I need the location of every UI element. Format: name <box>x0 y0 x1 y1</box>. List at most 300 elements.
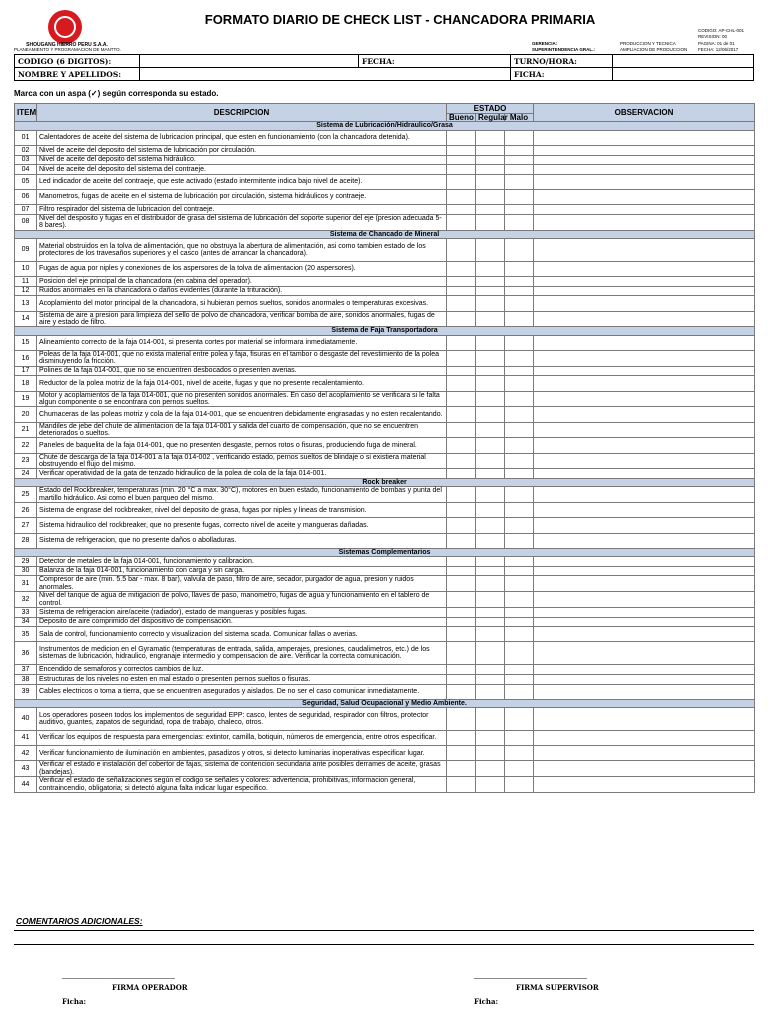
item-description: Verificar el estado de señalizaciones según el codigo se señales y colores: advertencia, prohibitivas, informacion general, contraincendio, obligatoria; si detectó alguna falta indicar lugar especifico. <box>37 777 447 793</box>
nombre-label: NOMBRE Y APELLIDOS: <box>15 68 140 81</box>
item-description: Nivel de aceite del deposito del sistema del contraeje. <box>37 165 447 175</box>
estado-regular-cell[interactable] <box>476 391 505 407</box>
item-number: 34 <box>15 617 37 627</box>
checklist-row <box>15 617 755 627</box>
estado-malo-cell[interactable] <box>505 311 534 327</box>
estado-bueno-cell[interactable] <box>447 469 476 479</box>
comments-line-2[interactable] <box>14 944 754 945</box>
gerencia-label: GERENCIA: <box>532 41 558 46</box>
estado-bueno-cell[interactable] <box>447 518 476 533</box>
page-title: FORMATO DIARIO DE CHECK LIST - CHANCADORA PRIMARIA <box>204 12 596 27</box>
estado-regular-cell[interactable] <box>476 566 505 576</box>
checklist-row <box>15 453 755 469</box>
item-description: Posicion del eje principal de la chancadora (en cabina del operador). <box>37 277 447 287</box>
estado-bueno-cell[interactable] <box>447 557 476 567</box>
item-description: Calentadores de aceite del sistema de lubricacion principal, que esten en funcionamiento (con la chancadora detenida). <box>37 130 447 145</box>
estado-regular-cell[interactable] <box>476 296 505 311</box>
estado-malo-cell[interactable] <box>505 566 534 576</box>
checklist-row <box>15 366 755 376</box>
observacion-cell[interactable] <box>534 335 755 350</box>
estado-malo-cell[interactable] <box>505 592 534 608</box>
observacion-cell[interactable] <box>534 708 755 731</box>
section-title: Rock breaker <box>15 478 755 486</box>
item-number: 30 <box>15 566 37 576</box>
meta-values <box>620 41 687 54</box>
item-number: 22 <box>15 438 37 453</box>
observacion-cell[interactable] <box>534 576 755 592</box>
estado-malo-cell[interactable] <box>505 708 534 731</box>
section-header <box>15 548 755 556</box>
observacion-cell[interactable] <box>534 453 755 469</box>
item-number: 12 <box>15 286 37 296</box>
observacion-cell[interactable] <box>534 205 755 215</box>
item-description: Sistema de aire a presion para limpieza del sello de polvo de chancadora, verificar bomba de aire, sonidos anormales, fugas de aire y estado de filtro. <box>37 311 447 327</box>
estado-malo-cell[interactable] <box>505 296 534 311</box>
codigo-label: CODIGO (6 DIGITOS): <box>15 55 140 68</box>
item-number: 32 <box>15 592 37 608</box>
observacion-cell[interactable] <box>534 665 755 675</box>
estado-bueno-cell[interactable] <box>447 296 476 311</box>
checklist-row <box>15 746 755 761</box>
estado-malo-cell[interactable] <box>505 533 534 548</box>
estado-regular-cell[interactable] <box>476 557 505 567</box>
item-number: 33 <box>15 607 37 617</box>
item-number: 29 <box>15 557 37 567</box>
estado-regular-cell[interactable] <box>476 487 505 503</box>
estado-bueno-cell[interactable] <box>447 627 476 642</box>
checklist-row <box>15 557 755 567</box>
item-number: 19 <box>15 391 37 407</box>
estado-malo-cell[interactable] <box>505 674 534 684</box>
estado-regular-cell[interactable] <box>476 335 505 350</box>
col-bueno: Bueno <box>447 114 476 122</box>
estado-regular-cell[interactable] <box>476 607 505 617</box>
estado-malo-cell[interactable] <box>505 214 534 230</box>
col-item: ITEM <box>15 104 37 122</box>
estado-bueno-cell[interactable] <box>447 453 476 469</box>
comments-label: COMENTARIOS ADICIONALES: <box>16 916 143 926</box>
observacion-cell[interactable] <box>534 617 755 627</box>
estado-bueno-cell[interactable] <box>447 335 476 350</box>
estado-regular-cell[interactable] <box>476 261 505 276</box>
estado-bueno-cell[interactable] <box>447 617 476 627</box>
ficha-field[interactable] <box>613 68 754 81</box>
item-description: Estado del Rockbreaker, temperaturas (min. 20 °C a max. 30°C), motores en buen estado, funcionamiento de bombas y punta del martillo hidráulico. Asi como el buen parqueo del mismo. <box>37 487 447 503</box>
item-description: Reductor de la polea motriz de la faja 014-001, nivel de aceite, fugas y que no presente recalentamiento. <box>37 376 447 391</box>
estado-regular-cell[interactable] <box>476 146 505 156</box>
item-number: 26 <box>15 503 37 518</box>
observacion-cell[interactable] <box>534 286 755 296</box>
estado-malo-cell[interactable] <box>505 469 534 479</box>
observacion-cell[interactable] <box>534 761 755 777</box>
item-description: Motor y acoplamientos de la faja 014-001, que no presenten sonidos anormales. En caso del acoplamiento se verificara si le falta algun componente o se encontrara con pernos sueltos. <box>37 391 447 407</box>
supervisor-ficha-label: Ficha: <box>474 997 499 1006</box>
checklist-row <box>15 174 755 189</box>
checklist-row <box>15 566 755 576</box>
estado-bueno-cell[interactable] <box>447 407 476 422</box>
checklist-row <box>15 665 755 675</box>
observacion-cell[interactable] <box>534 238 755 261</box>
superint-value: AMPLIACION DE PRODUCCION <box>620 47 688 53</box>
item-description: Polines de la faja 014-001, que no se encuentren desbocados o presenten averias. <box>37 366 447 376</box>
estado-malo-cell[interactable] <box>505 557 534 567</box>
estado-malo-cell[interactable] <box>505 761 534 777</box>
estado-regular-cell[interactable] <box>476 155 505 165</box>
superint-label: SUPERINTENDENCIA GRAL.: <box>532 47 595 53</box>
estado-malo-cell[interactable] <box>505 607 534 617</box>
estado-bueno-cell[interactable] <box>447 277 476 287</box>
estado-malo-cell[interactable] <box>505 391 534 407</box>
item-description: Compresor de aire (min. 5.5 bar - max. 8 bar), valvula de paso, filtro de aire, secador, purgador de agua, presion y ruidos anormales. <box>37 576 447 592</box>
observacion-cell[interactable] <box>534 533 755 548</box>
item-description: Manometros, fugas de aceite en el sistema de lubricación por circulación, sistema hidráulicos y contraeje. <box>37 189 447 204</box>
observacion-cell[interactable] <box>534 487 755 503</box>
item-description: Paneles de baquelita de la faja 014-001, que no presenten desgaste, pernos rotos o fisuras, produciendo fuga de mineral. <box>37 438 447 453</box>
item-description: Sala de control, funcionamiento correcto y visualizacion del sistema scada. Comunicar fallas o averias. <box>37 627 447 642</box>
estado-regular-cell[interactable] <box>476 777 505 793</box>
estado-malo-cell[interactable] <box>505 146 534 156</box>
item-description: Nivel del tanque de agua de mitigacion de polvo, llaves de paso, manometro, fugas de agua y funcionamiento en el tablero de control. <box>37 592 447 608</box>
estado-regular-cell[interactable] <box>476 731 505 746</box>
item-number: 02 <box>15 146 37 156</box>
estado-bueno-cell[interactable] <box>447 376 476 391</box>
section-header <box>15 122 755 130</box>
estado-regular-cell[interactable] <box>476 576 505 592</box>
observacion-cell[interactable] <box>534 469 755 479</box>
estado-bueno-cell[interactable] <box>447 503 476 518</box>
estado-regular-cell[interactable] <box>476 214 505 230</box>
observacion-cell[interactable] <box>534 607 755 617</box>
estado-regular-cell[interactable] <box>476 189 505 204</box>
estado-regular-cell[interactable] <box>476 469 505 479</box>
item-number: 35 <box>15 627 37 642</box>
estado-malo-cell[interactable] <box>505 277 534 287</box>
item-description: Sistema hidraulico del rockbreaker, que no presente fugas, correcto nivel de aceite y mangueras dañadas. <box>37 518 447 533</box>
estado-regular-cell[interactable] <box>476 708 505 731</box>
estado-malo-cell[interactable] <box>505 503 534 518</box>
item-number: 18 <box>15 376 37 391</box>
estado-bueno-cell[interactable] <box>447 205 476 215</box>
estado-bueno-cell[interactable] <box>447 261 476 276</box>
estado-bueno-cell[interactable] <box>447 746 476 761</box>
item-description: Fugas de agua por niples y conexiones de los aspersores de la tolva de alimentacion (20 aspersores). <box>37 261 447 276</box>
checklist-row <box>15 214 755 230</box>
item-description: Alineamiento correcto de la faja 014-001, si presenta cortes por material se informara inmediatamente. <box>37 335 447 350</box>
operator-ficha-label: Ficha: <box>62 997 87 1006</box>
item-number: 20 <box>15 407 37 422</box>
company-name: SHOUGANG HIERRO PERU S.A.A. <box>26 42 108 48</box>
estado-regular-cell[interactable] <box>476 592 505 608</box>
estado-bueno-cell[interactable] <box>447 238 476 261</box>
estado-malo-cell[interactable] <box>505 665 534 675</box>
estado-bueno-cell[interactable] <box>447 311 476 327</box>
observacion-cell[interactable] <box>534 777 755 793</box>
col-descripcion: DESCRIPCION <box>37 104 447 122</box>
observacion-cell[interactable] <box>534 350 755 366</box>
comments-line-1[interactable] <box>14 930 754 931</box>
estado-malo-cell[interactable] <box>505 453 534 469</box>
estado-malo-cell[interactable] <box>505 350 534 366</box>
checklist-row <box>15 376 755 391</box>
estado-regular-cell[interactable] <box>476 407 505 422</box>
estado-malo-cell[interactable] <box>505 518 534 533</box>
estado-malo-cell[interactable] <box>505 174 534 189</box>
observacion-cell[interactable] <box>534 422 755 438</box>
observacion-cell[interactable] <box>534 684 755 699</box>
item-number: 23 <box>15 453 37 469</box>
observacion-cell[interactable] <box>534 642 755 665</box>
estado-bueno-cell[interactable] <box>447 533 476 548</box>
estado-regular-cell[interactable] <box>476 642 505 665</box>
item-number: 01 <box>15 130 37 145</box>
observacion-cell[interactable] <box>534 296 755 311</box>
observacion-cell[interactable] <box>534 155 755 165</box>
estado-regular-cell[interactable] <box>476 518 505 533</box>
observacion-cell[interactable] <box>534 503 755 518</box>
observacion-cell[interactable] <box>534 391 755 407</box>
supervisor-signature-line[interactable]: _____________________________ <box>474 972 587 979</box>
observacion-cell[interactable] <box>534 130 755 145</box>
estado-malo-cell[interactable] <box>505 261 534 276</box>
observacion-cell[interactable] <box>534 376 755 391</box>
estado-bueno-cell[interactable] <box>447 708 476 731</box>
estado-regular-cell[interactable] <box>476 438 505 453</box>
observacion-cell[interactable] <box>534 189 755 204</box>
checklist-row <box>15 487 755 503</box>
estado-regular-cell[interactable] <box>476 533 505 548</box>
section-title: Sistema de Faja Transportadora <box>15 327 755 335</box>
item-description: Instrumentos de medicion en el Gyramatic (temperaturas de entrada, salida, amperajes, presiones, caudalimetros, etc.) de los sistemas de lubricación, hidraulico, engranaje intermedio y compensacion de aire. Verificar la correcta comunicación. <box>37 642 447 665</box>
estado-bueno-cell[interactable] <box>447 165 476 175</box>
estado-malo-cell[interactable] <box>505 684 534 699</box>
observacion-cell[interactable] <box>534 566 755 576</box>
company-logo <box>48 10 82 44</box>
observacion-cell[interactable] <box>534 311 755 327</box>
observacion-cell[interactable] <box>534 261 755 276</box>
estado-malo-cell[interactable] <box>505 777 534 793</box>
estado-malo-cell[interactable] <box>505 642 534 665</box>
checklist-row <box>15 407 755 422</box>
observacion-cell[interactable] <box>534 407 755 422</box>
estado-regular-cell[interactable] <box>476 684 505 699</box>
observacion-cell[interactable] <box>534 731 755 746</box>
estado-regular-cell[interactable] <box>476 277 505 287</box>
estado-malo-cell[interactable] <box>505 238 534 261</box>
estado-regular-cell[interactable] <box>476 165 505 175</box>
estado-bueno-cell[interactable] <box>447 174 476 189</box>
item-description: Los operadores poseen todos los implementos de seguridad EPP: casco, lentes de seguridad, respirador con filtros, protector auditivo, guantes, zapatos de seguridad, ropa de trabajo, chaleco, otros. <box>37 708 447 731</box>
estado-regular-cell[interactable] <box>476 205 505 215</box>
estado-malo-cell[interactable] <box>505 130 534 145</box>
estado-regular-cell[interactable] <box>476 366 505 376</box>
estado-bueno-cell[interactable] <box>447 438 476 453</box>
turno-field[interactable] <box>613 55 754 68</box>
estado-bueno-cell[interactable] <box>447 607 476 617</box>
estado-malo-cell[interactable] <box>505 422 534 438</box>
observacion-cell[interactable] <box>534 518 755 533</box>
estado-malo-cell[interactable] <box>505 189 534 204</box>
observacion-cell[interactable] <box>534 627 755 642</box>
estado-regular-cell[interactable] <box>476 674 505 684</box>
estado-regular-cell[interactable] <box>476 376 505 391</box>
nombre-field[interactable] <box>140 68 511 81</box>
section-header <box>15 327 755 335</box>
supervisor-signature-label: FIRMA SUPERVISOR <box>516 983 599 992</box>
estado-bueno-cell[interactable] <box>447 576 476 592</box>
estado-regular-cell[interactable] <box>476 761 505 777</box>
estado-bueno-cell[interactable] <box>447 366 476 376</box>
estado-bueno-cell[interactable] <box>447 286 476 296</box>
estado-bueno-cell[interactable] <box>447 761 476 777</box>
checklist-row <box>15 146 755 156</box>
operator-signature-line[interactable]: _____________________________ <box>62 972 175 979</box>
form-header-table <box>14 54 754 81</box>
observacion-cell[interactable] <box>534 438 755 453</box>
item-description: Sistema de refrigeracion, que no presente daños o abolladuras. <box>37 533 447 548</box>
col-estado: ESTADO <box>447 104 534 114</box>
item-number: 28 <box>15 533 37 548</box>
operator-signature-label: FIRMA OPERADOR <box>112 983 188 992</box>
item-number: 06 <box>15 189 37 204</box>
estado-malo-cell[interactable] <box>505 746 534 761</box>
section-title: Seguridad, Salud Ocupacional y Medio Ambiente. <box>15 699 755 707</box>
col-regular: Regular <box>476 114 505 122</box>
item-description: Encendido de semaforos y correctos cambios de luz. <box>37 665 447 675</box>
item-number: 07 <box>15 205 37 215</box>
checklist-row <box>15 469 755 479</box>
checklist-row <box>15 533 755 548</box>
item-number: 31 <box>15 576 37 592</box>
observacion-cell[interactable] <box>534 366 755 376</box>
codigo-field[interactable] <box>140 55 359 68</box>
section-title: Sistema de Chancado de Mineral <box>15 230 755 238</box>
checklist-row <box>15 391 755 407</box>
item-description: Nivel de aceite del deposito del sistema de lubricación por circulación. <box>37 146 447 156</box>
item-description: Filtro respirador del sistema de lubricacion del contraeje. <box>37 205 447 215</box>
section-header <box>15 230 755 238</box>
item-description: Balanza de la faja 014-001, funcionamiento con carga y sin carga. <box>37 566 447 576</box>
observacion-cell[interactable] <box>534 174 755 189</box>
doc-revision: REVISION: 00 <box>698 34 728 40</box>
estado-bueno-cell[interactable] <box>447 214 476 230</box>
checklist-row <box>15 422 755 438</box>
checklist-row <box>15 261 755 276</box>
estado-bueno-cell[interactable] <box>447 592 476 608</box>
observacion-cell[interactable] <box>534 557 755 567</box>
checklist-row <box>15 296 755 311</box>
checklist-row <box>15 642 755 665</box>
estado-regular-cell[interactable] <box>476 311 505 327</box>
estado-malo-cell[interactable] <box>505 165 534 175</box>
estado-bueno-cell[interactable] <box>447 422 476 438</box>
checklist-row <box>15 627 755 642</box>
estado-bueno-cell[interactable] <box>447 189 476 204</box>
estado-regular-cell[interactable] <box>476 350 505 366</box>
col-observacion: OBSERVACION <box>534 104 755 122</box>
section-header <box>15 699 755 707</box>
checklist-row <box>15 731 755 746</box>
estado-malo-cell[interactable] <box>505 205 534 215</box>
item-number: 44 <box>15 777 37 793</box>
estado-bueno-cell[interactable] <box>447 350 476 366</box>
item-description: Deposito de aire comprimido del dispositivo de compensación. <box>37 617 447 627</box>
estado-malo-cell[interactable] <box>505 438 534 453</box>
estado-bueno-cell[interactable] <box>447 146 476 156</box>
checklist-table <box>14 103 755 793</box>
estado-regular-cell[interactable] <box>476 503 505 518</box>
estado-regular-cell[interactable] <box>476 174 505 189</box>
estado-bueno-cell[interactable] <box>447 674 476 684</box>
item-description: Poleas de la faja 014-001, que no exista material entre polea y faja, fisuras en el tambor o desgaste del revestimiento de la polea disminuyendo la fricción. <box>37 350 447 366</box>
estado-regular-cell[interactable] <box>476 665 505 675</box>
gerencia-value: PRODUCCION Y TECNICA <box>620 41 676 46</box>
estado-malo-cell[interactable] <box>505 155 534 165</box>
checklist-row <box>15 189 755 204</box>
instruction-text: Marca con un aspa (✓) según corresponda su estado. <box>14 89 219 98</box>
estado-regular-cell[interactable] <box>476 238 505 261</box>
item-number: 08 <box>15 214 37 230</box>
estado-regular-cell[interactable] <box>476 627 505 642</box>
estado-bueno-cell[interactable] <box>447 777 476 793</box>
estado-regular-cell[interactable] <box>476 453 505 469</box>
estado-malo-cell[interactable] <box>505 407 534 422</box>
estado-bueno-cell[interactable] <box>447 665 476 675</box>
estado-malo-cell[interactable] <box>505 627 534 642</box>
estado-bueno-cell[interactable] <box>447 566 476 576</box>
estado-bueno-cell[interactable] <box>447 642 476 665</box>
estado-bueno-cell[interactable] <box>447 731 476 746</box>
checklist-row <box>15 576 755 592</box>
estado-malo-cell[interactable] <box>505 576 534 592</box>
checklist-row <box>15 205 755 215</box>
estado-malo-cell[interactable] <box>505 286 534 296</box>
estado-bueno-cell[interactable] <box>447 391 476 407</box>
estado-malo-cell[interactable] <box>505 335 534 350</box>
observacion-cell[interactable] <box>534 674 755 684</box>
estado-regular-cell[interactable] <box>476 746 505 761</box>
checklist-row <box>15 277 755 287</box>
estado-malo-cell[interactable] <box>505 376 534 391</box>
estado-bueno-cell[interactable] <box>447 130 476 145</box>
estado-regular-cell[interactable] <box>476 617 505 627</box>
checklist-row <box>15 238 755 261</box>
estado-malo-cell[interactable] <box>505 366 534 376</box>
estado-bueno-cell[interactable] <box>447 155 476 165</box>
estado-regular-cell[interactable] <box>476 130 505 145</box>
estado-malo-cell[interactable] <box>505 731 534 746</box>
observacion-cell[interactable] <box>534 214 755 230</box>
item-description: Cables electricos o toma a tierra, que se encuentren asegurados y aislados. De no ser el caso comunicar inmediatamente. <box>37 684 447 699</box>
estado-bueno-cell[interactable] <box>447 487 476 503</box>
observacion-cell[interactable] <box>534 592 755 608</box>
estado-bueno-cell[interactable] <box>447 684 476 699</box>
item-number: 17 <box>15 366 37 376</box>
estado-regular-cell[interactable] <box>476 286 505 296</box>
estado-malo-cell[interactable] <box>505 617 534 627</box>
observacion-cell[interactable] <box>534 277 755 287</box>
observacion-cell[interactable] <box>534 146 755 156</box>
observacion-cell[interactable] <box>534 746 755 761</box>
fecha-label: FECHA: <box>359 55 511 68</box>
estado-regular-cell[interactable] <box>476 422 505 438</box>
item-number: 37 <box>15 665 37 675</box>
observacion-cell[interactable] <box>534 165 755 175</box>
item-description: Acoplamiento del motor principal de la chancadora, si hubieran pernos sueltos, sonidos anormales o temperaturas excesivas. <box>37 296 447 311</box>
estado-malo-cell[interactable] <box>505 487 534 503</box>
item-number: 04 <box>15 165 37 175</box>
meta-labels <box>532 41 595 54</box>
item-number: 16 <box>15 350 37 366</box>
